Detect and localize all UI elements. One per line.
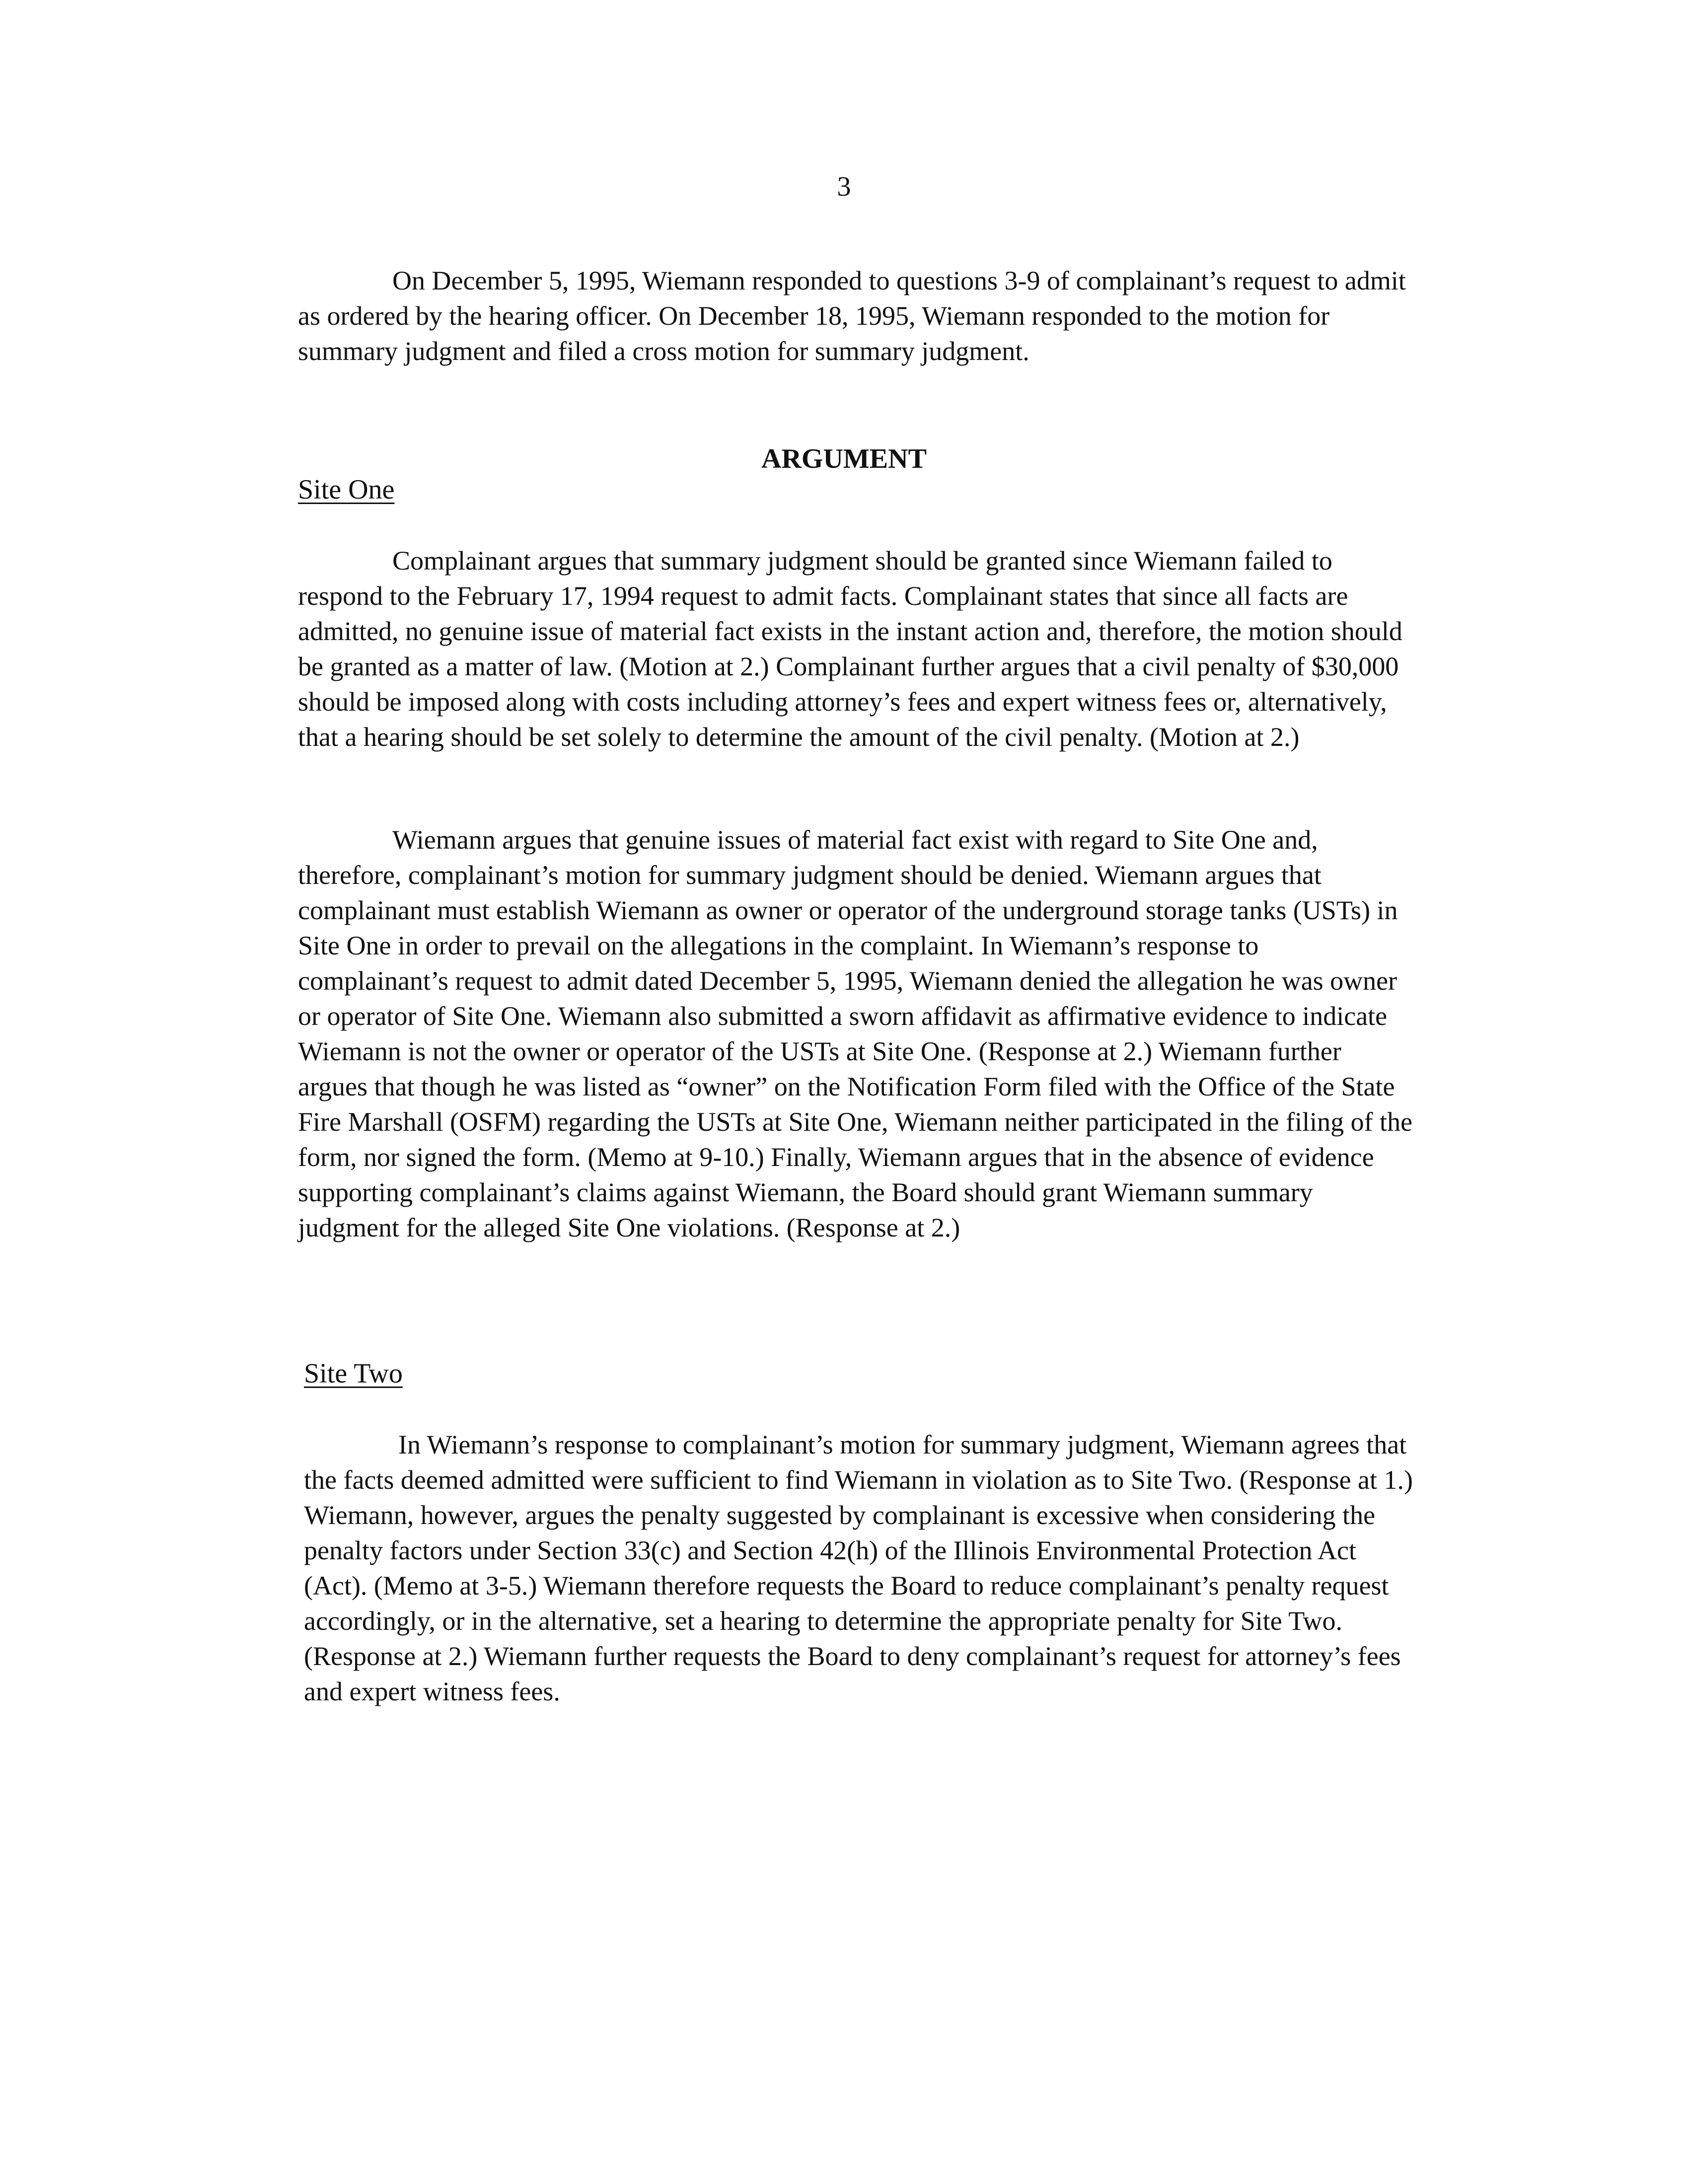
- site-two-heading: Site Two: [304, 1358, 403, 1389]
- site-two-paragraph-1: In Wiemann’s response to complainant’s motion for summary judgment, Wiemann agrees that the facts deemed admitted were sufficient to find Wiemann in violation as to Site Two. (Response at 1.) Wiemann, however, argues the penalty suggested by complainant is excessive when considering the penalty factors under Section 33(c) and Section 42(h) of the Illinois Environmental Protection Act (Act). (Memo at 3-5.) Wiemann therefore requests the Board to reduce complainant’s penalty request accordingly, or in the alternative, set a hearing to determine the appropriate penalty for Site Two. (Response at 2.) Wiemann further requests the Board to deny complainant’s request for attorney’s fees and expert witness fees.: [304, 1430, 1413, 1706]
- page-number: 3: [837, 171, 851, 202]
- intro-paragraph: On December 5, 1995, Wiemann responded to questions 3-9 of complainant’s request to admit as ordered by the hearing officer. On December 18, 1995, Wiemann responded to the motion for summary judgment and filed a cross motion for summary judgment.: [298, 266, 1406, 366]
- site-one-heading: Site One: [298, 474, 395, 505]
- site-one-paragraph-2: Wiemann argues that genuine issues of material fact exist with regard to Site One and, therefore, complainant’s motion for summary judgment should be denied. Wiemann argues that complainant must establish Wiemann as owner or operator of the underground storage tanks (USTs) in Site One in order to prevail on the allegations in the complaint. In Wiemann’s response to complainant’s request to admit dated December 5, 1995, Wiemann denied the allegation he was owner or operator of Site One. Wiemann also submitted a sworn affidavit as affirmative evidence to indicate Wiemann is not the owner or operator of the USTs at Site One. (Response at 2.) Wiemann further argues that though he was listed as “owner” on the Notification Form filed with the Office of the State Fire Marshall (OSFM) regarding the USTs at Site One, Wiemann neither participated in the filing of the form, nor signed the form. (Memo at 9-10.) Finally, Wiemann argues that in the absence of evidence supporting complainant’s claims against Wiemann, the Board should grant Wiemann summary judgment for the alleged Site One violations. (Response at 2.): [298, 825, 1413, 1242]
- site-one-paragraph-1: Complainant argues that summary judgment should be granted since Wiemann failed to respond to the February 17, 1994 request to admit facts. Complainant states that since all facts are admitted, no genuine issue of material fact exists in the instant action and, therefore, the motion should be granted as a matter of law. (Motion at 2.) Complainant further argues that a civil penalty of $30,000 should be imposed along with costs including attorney’s fees and expert witness fees or, alternatively, that a hearing should be set solely to determine the amount of the civil penalty. (Motion at 2.): [298, 546, 1402, 752]
- argument-heading: ARGUMENT: [761, 443, 927, 474]
